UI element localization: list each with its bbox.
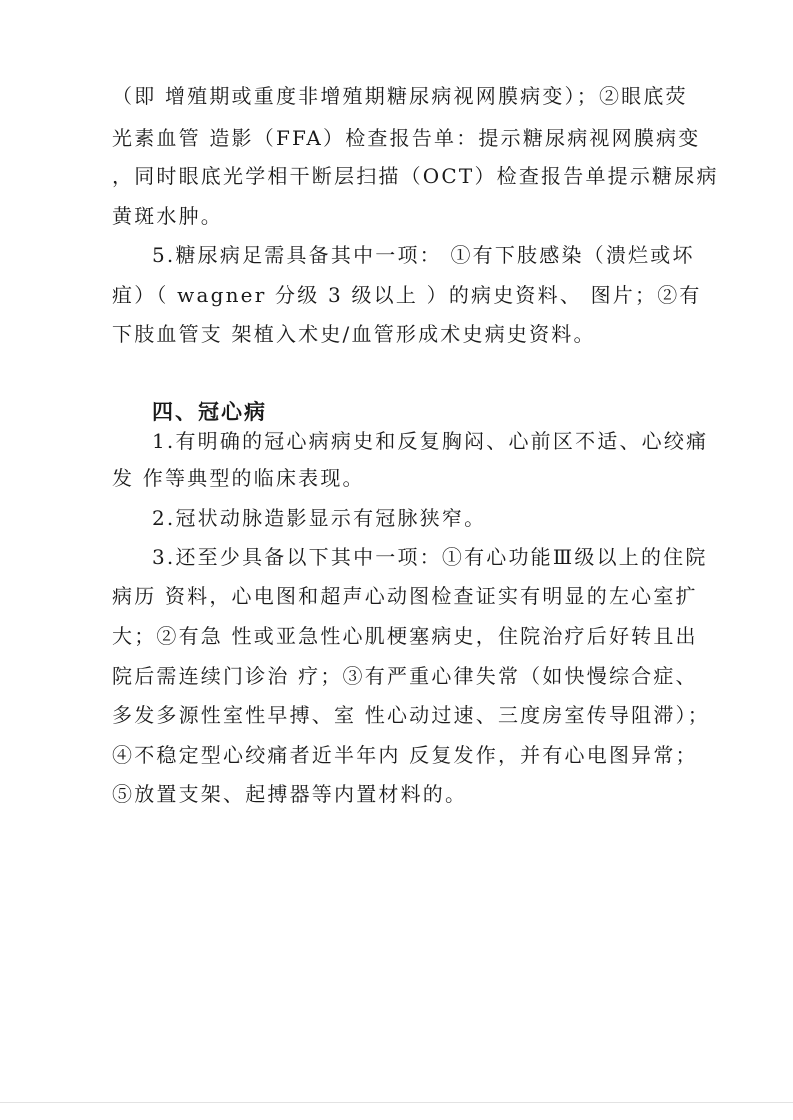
retinopathy-line-1: （即 增殖期或重度非增殖期糖尿病视网膜病变）；②眼底荧 — [112, 84, 688, 108]
diabetic-foot-line-3: 下肢血管支 架植入术史/血管形成术史病史资料。 — [112, 322, 596, 346]
coronary-item-3-line-2: 病历 资料，心电图和超声心动图检查证实有明显的左心室扩 — [112, 584, 698, 608]
retinopathy-line-4: 黄斑水肿。 — [112, 204, 223, 228]
diabetic-foot-line-1: 5.糖尿病足需具备其中一项： ①有下肢感染（溃烂或坏 — [152, 243, 695, 267]
coronary-item-3-line-7: ⑤放置支架、起搏器等内置材料的。 — [112, 782, 468, 806]
retinopathy-line-3: ，同时眼底光学相干断层扫描（OCT）检查报告单提示糖尿病 — [112, 164, 719, 188]
coronary-item-3-line-1: 3.还至少具备以下其中一项：①有心功能Ⅲ级以上的住院 — [152, 545, 708, 569]
coronary-item-2: 2.冠状动脉造影显示有冠脉狭窄。 — [152, 506, 487, 530]
coronary-item-1-line-2: 发 作等典型的临床表现。 — [112, 466, 365, 490]
page-bottom-rule — [0, 1102, 793, 1103]
section-heading-coronary: 四、冠心病 — [152, 400, 267, 424]
coronary-item-3-line-6: ④不稳定型心绞痛者近半年内 反复发作，并有心电图异常； — [112, 743, 698, 767]
coronary-item-3-line-4: 院后需连续门诊治 疗；③有严重心律失常（如快慢综合症、 — [112, 664, 698, 688]
coronary-item-3-line-3: 大；②有急 性或亚急性心肌梗塞病史，住院治疗后好转且出 — [112, 624, 698, 648]
retinopathy-line-2: 光素血管 造影（FFA）检查报告单：提示糖尿病视网膜病变 — [112, 126, 701, 150]
coronary-item-1-line-1: 1.有明确的冠心病病史和反复胸闷、心前区不适、心绞痛 — [152, 429, 709, 453]
coronary-item-3-line-5: 多发多源性室性早搏、室 性心动过速、三度房室传导阻滞）； — [112, 703, 710, 727]
diabetic-foot-line-2: 疽）（ wagner 分级 3 级以上 ）的病史资料、 图片；②有 — [112, 283, 702, 307]
